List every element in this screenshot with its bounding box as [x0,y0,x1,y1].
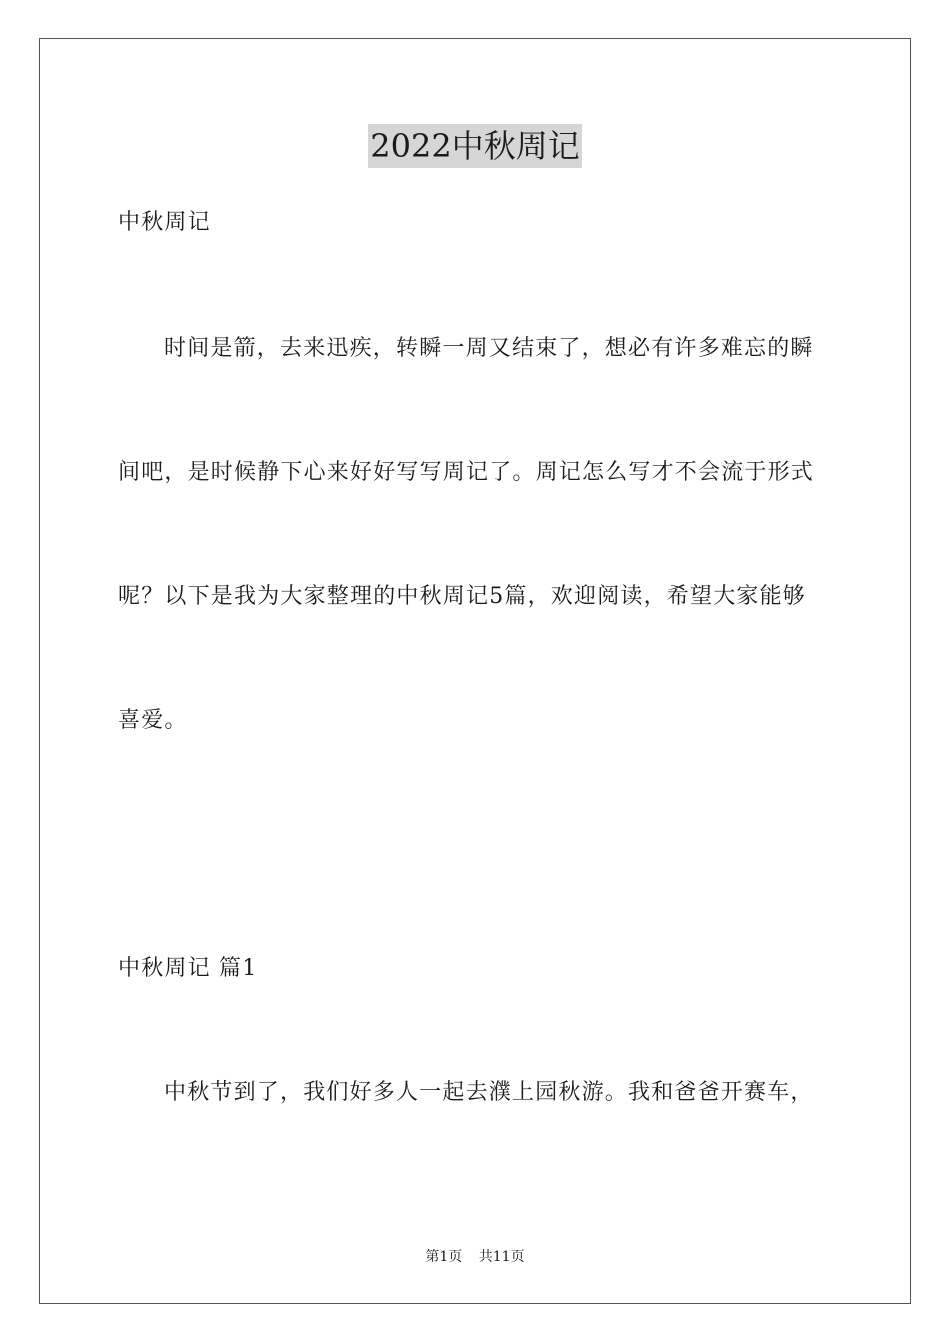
paragraph-line: 喜爱。 [118,708,188,733]
paragraph-line: 时间是箭，去来迅疾，转瞬一周又结束了，想必有许多难忘的瞬 [164,336,814,361]
paragraph-line: 间吧，是时候静下心来好好写写周记了。周记怎么写才不会流于形式 [118,460,815,485]
page-footer [0,1247,950,1267]
paragraph-line: 中秋节到了，我们好多人一起去濮上园秋游。我和爸爸开赛车， [164,1080,814,1105]
page-total: 共11页 [478,1249,525,1265]
paragraph-line: 呢？以下是我为大家整理的中秋周记5篇，欢迎阅读，希望大家能够 [118,584,806,609]
section-heading: 中秋周记 篇1 [118,956,258,981]
title-container [0,124,950,168]
page-number: 第1页 [425,1249,463,1265]
document-title: 2022中秋周记 [368,124,581,168]
intro-heading: 中秋周记 [118,210,211,235]
